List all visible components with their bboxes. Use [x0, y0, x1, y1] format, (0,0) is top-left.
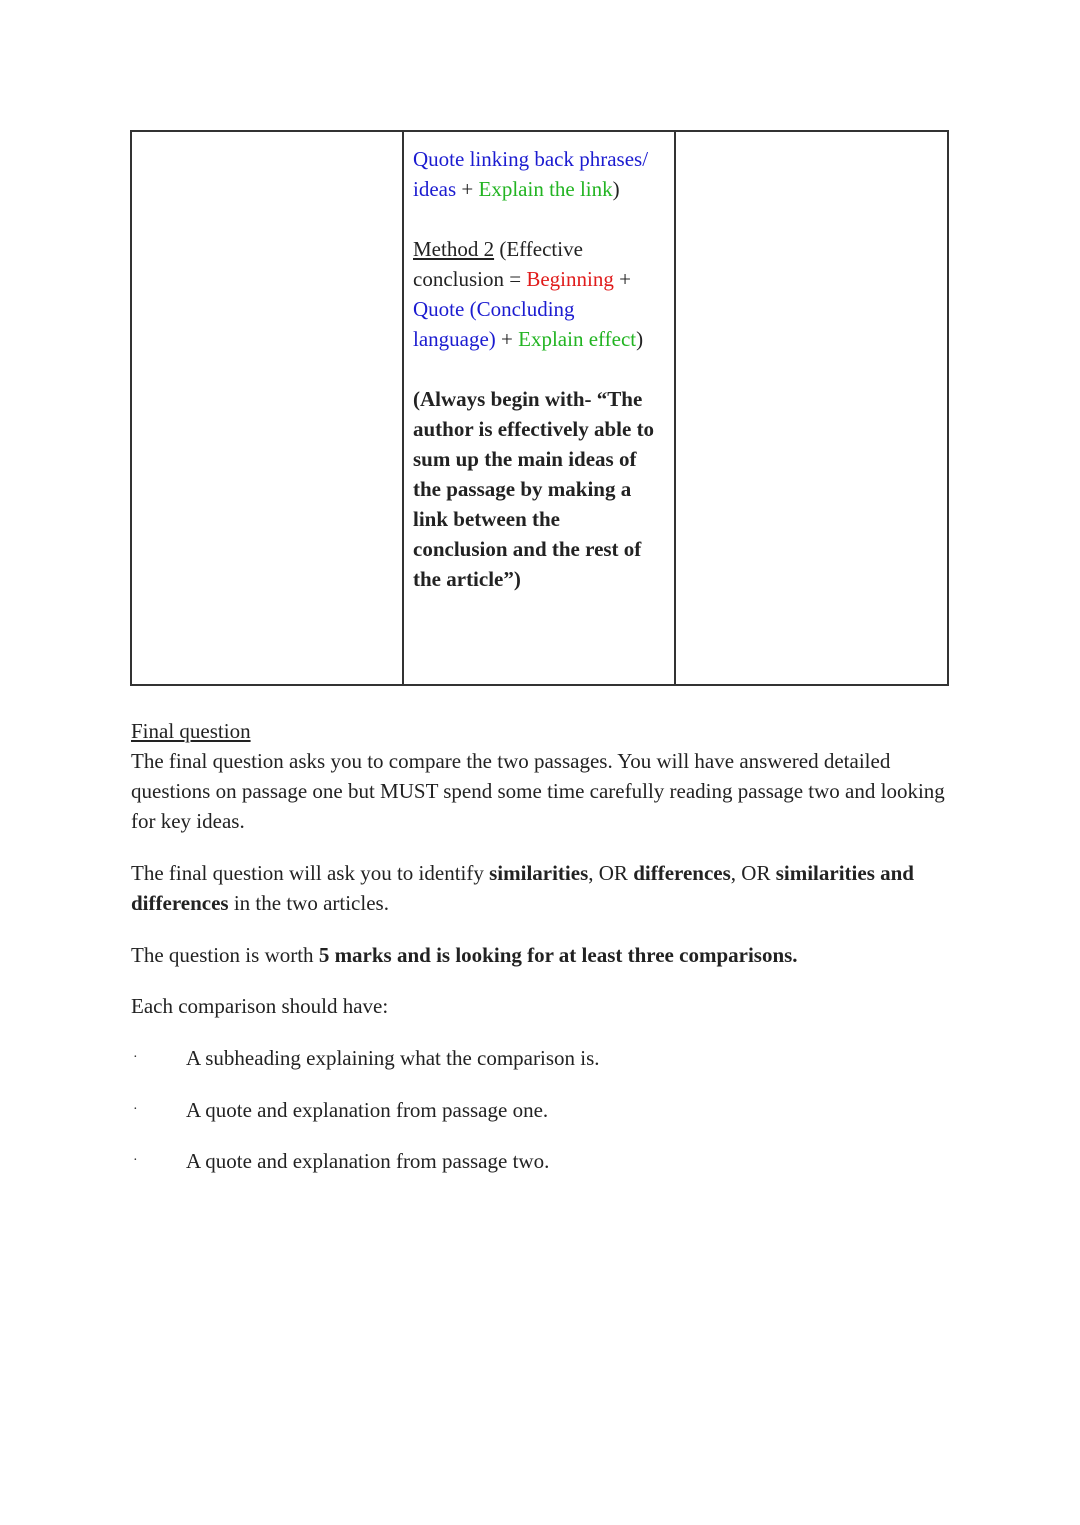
list-item-text: A subheading explaining what the comparison is. [186, 1046, 600, 1070]
bold-line: conclusion and the rest of [413, 537, 642, 561]
section-heading: Final question [131, 719, 251, 743]
differences-bold: differences [633, 861, 731, 885]
table-cell-middle [403, 131, 675, 685]
bullet-dot: · [133, 1153, 138, 1168]
identify-paragraph [131, 858, 961, 918]
bold-line: link between the [413, 507, 560, 531]
conclusion-label: conclusion = [413, 267, 527, 291]
method2-rest: (Effective [494, 237, 583, 261]
table-cell-right [675, 131, 948, 685]
similarities-bold: similarities [489, 861, 589, 885]
text-run: in the two articles. [228, 891, 389, 915]
explain-link-text: Explain the link [478, 177, 613, 201]
bullet-dot: · [133, 1102, 138, 1117]
ideas-text: ideas [413, 177, 457, 201]
text-run: The question is worth [131, 943, 319, 967]
quote-linking-text: Quote linking back phrases/ [413, 147, 649, 171]
bold-line: sum up the main ideas of [413, 447, 637, 471]
list-item-text: A quote and explanation from passage one. [186, 1098, 549, 1122]
intro-paragraph: The final question asks you to compare the two passages. You will have answered detailed questions on passage one but MUST spend some time carefully reading passage two and looking for key ideas. [131, 749, 945, 833]
table-cell-left [131, 131, 403, 685]
language-text: language) [413, 327, 496, 351]
close-paren: ) [636, 327, 644, 351]
explain-effect-text: Explain effect [518, 327, 637, 351]
text-run: , OR [588, 861, 634, 885]
final-question-section [131, 716, 961, 836]
close-paren: ) [612, 177, 620, 201]
marks-paragraph [131, 940, 961, 970]
list-item-text: A quote and explanation from passage two. [186, 1149, 550, 1173]
bold-line: (Always begin with- “The [413, 387, 643, 411]
always-begin-text [413, 384, 666, 594]
each-comparison-text: Each comparison should have: [131, 994, 389, 1018]
method1-text [413, 144, 666, 204]
method2-label: Method 2 [413, 237, 495, 261]
guidance-table [130, 130, 949, 686]
similarities-and-differences-bold: similarities and differences [131, 861, 914, 915]
text-run: , OR [730, 861, 776, 885]
beginning-text: Beginning [526, 267, 614, 291]
bold-line: author is effectively able to [413, 417, 655, 441]
plus-sign: + [613, 267, 631, 291]
bold-line: the article”) [413, 567, 521, 591]
each-comparison-paragraph [131, 991, 961, 1021]
plus-sign: + [495, 327, 519, 351]
quote-concluding-text: Quote (Concluding [413, 297, 575, 321]
bullet-dot: · [133, 1050, 138, 1065]
method2-text [413, 234, 666, 354]
marks-bold: 5 marks and is looking for at least three comparisons. [318, 943, 798, 967]
text-run: The final question will ask you to identify [131, 861, 490, 885]
bold-line: the passage by making a [413, 477, 632, 501]
plus-sign: + [456, 177, 479, 201]
